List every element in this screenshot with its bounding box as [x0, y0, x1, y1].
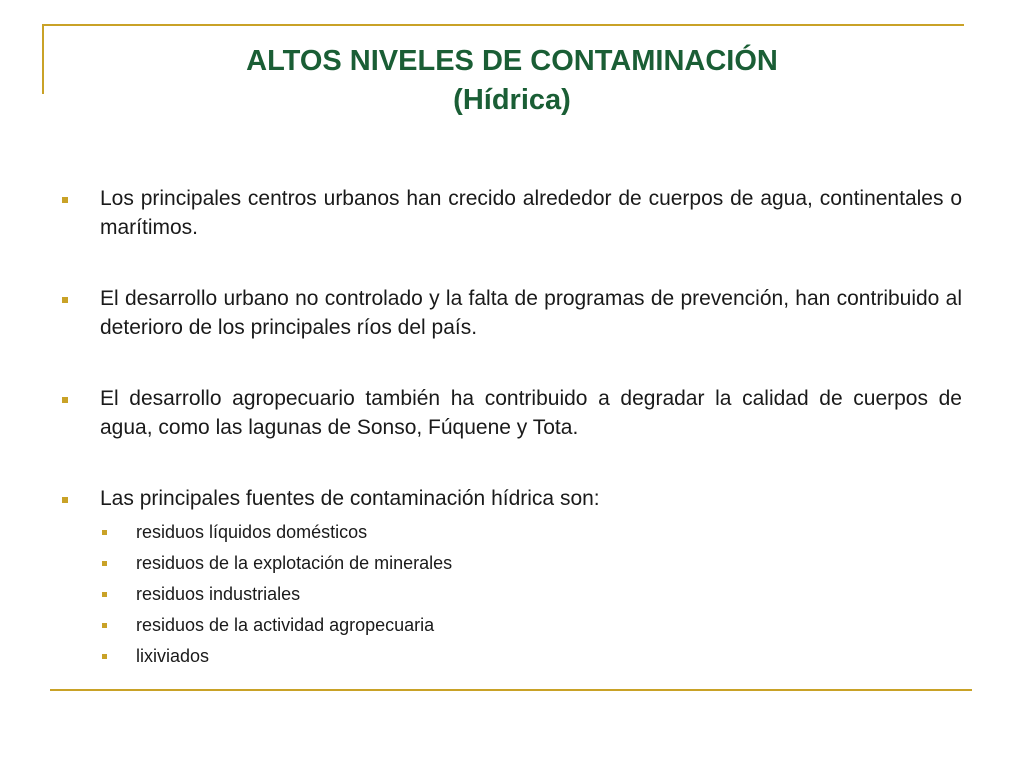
- bullet-item: [62, 484, 962, 513]
- square-bullet-icon: [102, 592, 107, 597]
- sub-bullet-item: [62, 548, 962, 579]
- sub-bullet-item: [62, 517, 962, 548]
- top-rule: [42, 24, 964, 26]
- square-bullet-icon: [102, 530, 107, 535]
- sub-bullet-text: residuos de la actividad agropecuaria: [136, 615, 435, 635]
- square-bullet-icon: [102, 654, 107, 659]
- bullet-item: [62, 284, 962, 342]
- left-rule: [42, 24, 44, 94]
- sub-bullet-item: [62, 641, 962, 672]
- sub-bullet-item: [62, 610, 962, 641]
- bottom-rule: [50, 689, 972, 691]
- bullet-text: El desarrollo agropecuario también ha contribuido a degradar la calidad de cuerpos de agua, como las lagunas de Sonso, Fúquene y Tota.: [100, 387, 962, 439]
- bullet-text: El desarrollo urbano no controlado y la falta de programas de prevención, han contribuido al deterioro de los principales ríos del país.: [100, 287, 962, 339]
- bullet-item: [62, 384, 962, 442]
- bullet-text: Los principales centros urbanos han crecido alrededor de cuerpos de agua, continentales o marítimos.: [100, 187, 962, 239]
- sub-bullet-text: residuos líquidos domésticos: [136, 522, 368, 542]
- bullet-item: [62, 184, 962, 242]
- title-line-2: (Hídrica): [453, 84, 571, 116]
- slide-content: [62, 184, 962, 672]
- square-bullet-icon: [62, 497, 68, 503]
- square-bullet-icon: [102, 561, 107, 566]
- square-bullet-icon: [62, 197, 68, 203]
- bullet-text: Las principales fuentes de contaminación hídrica son:: [100, 487, 600, 510]
- square-bullet-icon: [62, 297, 68, 303]
- slide-title: [60, 42, 964, 120]
- square-bullet-icon: [62, 397, 68, 403]
- sub-bullet-text: residuos de la explotación de minerales: [136, 553, 453, 573]
- sub-bullet-text: residuos industriales: [136, 584, 301, 604]
- square-bullet-icon: [102, 623, 107, 628]
- title-line-1: ALTOS NIVELES DE CONTAMINACIÓN: [246, 45, 778, 77]
- sub-bullet-item: [62, 579, 962, 610]
- sub-bullet-text: lixiviados: [136, 646, 210, 666]
